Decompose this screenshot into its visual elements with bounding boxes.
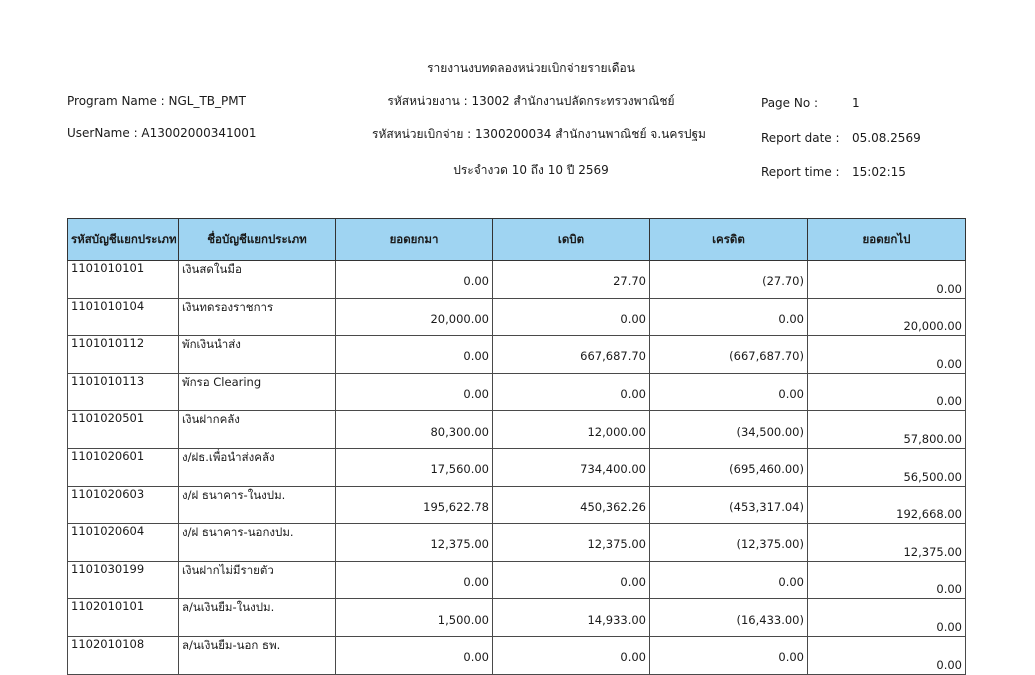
table-row [68, 599, 966, 637]
cell-debit: 734,400.00 [493, 448, 650, 486]
cell-account-name: ล/นเงินยืม-นอก ธพ. [179, 636, 336, 674]
report-time-label: Report time : [761, 165, 840, 179]
cell-debit: 0.00 [493, 636, 650, 674]
cell-opening-balance: 12,375.00 [336, 524, 493, 562]
cell-credit: (27.70) [650, 261, 808, 299]
cell-account-code: 1101010113 [68, 373, 179, 411]
cell-opening-balance: 0.00 [336, 261, 493, 299]
cell-closing-balance: 0.00 [808, 261, 966, 299]
cell-opening-balance: 80,300.00 [336, 411, 493, 449]
table-row [68, 524, 966, 562]
cell-credit: (16,433.00) [650, 599, 808, 637]
cell-closing-balance: 0.00 [808, 336, 966, 374]
page-no-label: Page No : [761, 96, 819, 110]
column-header-account-name: ชื่อบัญชีแยกประเภท [179, 219, 336, 261]
cell-account-code: 1101010101 [68, 261, 179, 299]
cell-closing-balance: 0.00 [808, 373, 966, 411]
column-header-credit: เครดิต [650, 219, 808, 261]
table-row [68, 448, 966, 486]
report-date-label: Report date : [761, 131, 840, 145]
agency-code: รหัสหน่วยงาน : 13002 สำนักงานปลัดกระทรวงพาณิชย์ [387, 94, 675, 108]
cell-account-name: ง/ฝธ.เพื่อนำส่งคลัง [179, 448, 336, 486]
disbursing-unit: รหัสหน่วยเบิกจ่าย : 1300200034 สำนักงานพาณิชย์ จ.นครปฐม [372, 127, 706, 141]
page-no-value: 1 [852, 96, 860, 110]
cell-account-code: 1101020501 [68, 411, 179, 449]
cell-account-code: 1101020601 [68, 448, 179, 486]
cell-closing-balance: 56,500.00 [808, 448, 966, 486]
table-row [68, 373, 966, 411]
trial-balance-table [67, 218, 966, 675]
cell-account-code: 1102010101 [68, 599, 179, 637]
cell-debit: 12,375.00 [493, 524, 650, 562]
cell-credit: (12,375.00) [650, 524, 808, 562]
cell-opening-balance: 1,500.00 [336, 599, 493, 637]
column-header-account-code: รหัสบัญชีแยกประเภท [68, 219, 179, 261]
table-row [68, 411, 966, 449]
cell-credit: (34,500.00) [650, 411, 808, 449]
cell-closing-balance: 0.00 [808, 636, 966, 674]
cell-account-code: 1101010104 [68, 298, 179, 336]
cell-credit: 0.00 [650, 636, 808, 674]
report-period: ประจำงวด 10 ถึง 10 ปี 2569 [453, 163, 609, 177]
cell-opening-balance: 0.00 [336, 373, 493, 411]
cell-credit: 0.00 [650, 561, 808, 599]
column-header-closing-balance: ยอดยกไป [808, 219, 966, 261]
cell-opening-balance: 0.00 [336, 561, 493, 599]
cell-debit: 667,687.70 [493, 336, 650, 374]
table-row [68, 261, 966, 299]
cell-account-code: 1102010108 [68, 636, 179, 674]
cell-opening-balance: 0.00 [336, 336, 493, 374]
cell-account-code: 1101030199 [68, 561, 179, 599]
report-time-value: 15:02:15 [852, 165, 906, 179]
cell-debit: 14,933.00 [493, 599, 650, 637]
report-date-value: 05.08.2569 [852, 131, 921, 145]
table-row [68, 298, 966, 336]
cell-credit: (453,317.04) [650, 486, 808, 524]
user-name: UserName : A13002000341001 [67, 126, 257, 140]
cell-account-code: 1101020603 [68, 486, 179, 524]
cell-account-name: เงินทดรองราชการ [179, 298, 336, 336]
cell-account-name: เงินสดในมือ [179, 261, 336, 299]
cell-account-name: เงินฝากไม่มีรายตัว [179, 561, 336, 599]
cell-closing-balance: 0.00 [808, 599, 966, 637]
cell-debit: 0.00 [493, 561, 650, 599]
program-name: Program Name : NGL_TB_PMT [67, 94, 246, 108]
cell-opening-balance: 195,622.78 [336, 486, 493, 524]
column-header-opening-balance: ยอดยกมา [336, 219, 493, 261]
cell-credit: (667,687.70) [650, 336, 808, 374]
cell-account-code: 1101010112 [68, 336, 179, 374]
cell-closing-balance: 20,000.00 [808, 298, 966, 336]
table-row [68, 561, 966, 599]
cell-account-name: ง/ฝ ธนาคาร-นอกงปม. [179, 524, 336, 562]
table-row [68, 336, 966, 374]
cell-account-code: 1101020604 [68, 524, 179, 562]
cell-opening-balance: 17,560.00 [336, 448, 493, 486]
cell-opening-balance: 0.00 [336, 636, 493, 674]
table-header-row [68, 219, 966, 261]
cell-credit: 0.00 [650, 298, 808, 336]
column-header-debit: เดบิต [493, 219, 650, 261]
cell-closing-balance: 12,375.00 [808, 524, 966, 562]
table-row [68, 486, 966, 524]
cell-account-name: ล/นเงินยืม-ในงปม. [179, 599, 336, 637]
report-title: รายงานงบทดลองหน่วยเบิกจ่ายรายเดือน [427, 61, 635, 75]
cell-account-name: พักเงินนำส่ง [179, 336, 336, 374]
cell-credit: 0.00 [650, 373, 808, 411]
cell-account-name: เงินฝากคลัง [179, 411, 336, 449]
table-row [68, 636, 966, 674]
cell-opening-balance: 20,000.00 [336, 298, 493, 336]
cell-debit: 0.00 [493, 373, 650, 411]
cell-debit: 450,362.26 [493, 486, 650, 524]
cell-account-name: พักรอ Clearing [179, 373, 336, 411]
cell-debit: 0.00 [493, 298, 650, 336]
cell-closing-balance: 192,668.00 [808, 486, 966, 524]
cell-closing-balance: 0.00 [808, 561, 966, 599]
cell-debit: 27.70 [493, 261, 650, 299]
cell-closing-balance: 57,800.00 [808, 411, 966, 449]
cell-debit: 12,000.00 [493, 411, 650, 449]
cell-credit: (695,460.00) [650, 448, 808, 486]
cell-account-name: ง/ฝ ธนาคาร-ในงปม. [179, 486, 336, 524]
